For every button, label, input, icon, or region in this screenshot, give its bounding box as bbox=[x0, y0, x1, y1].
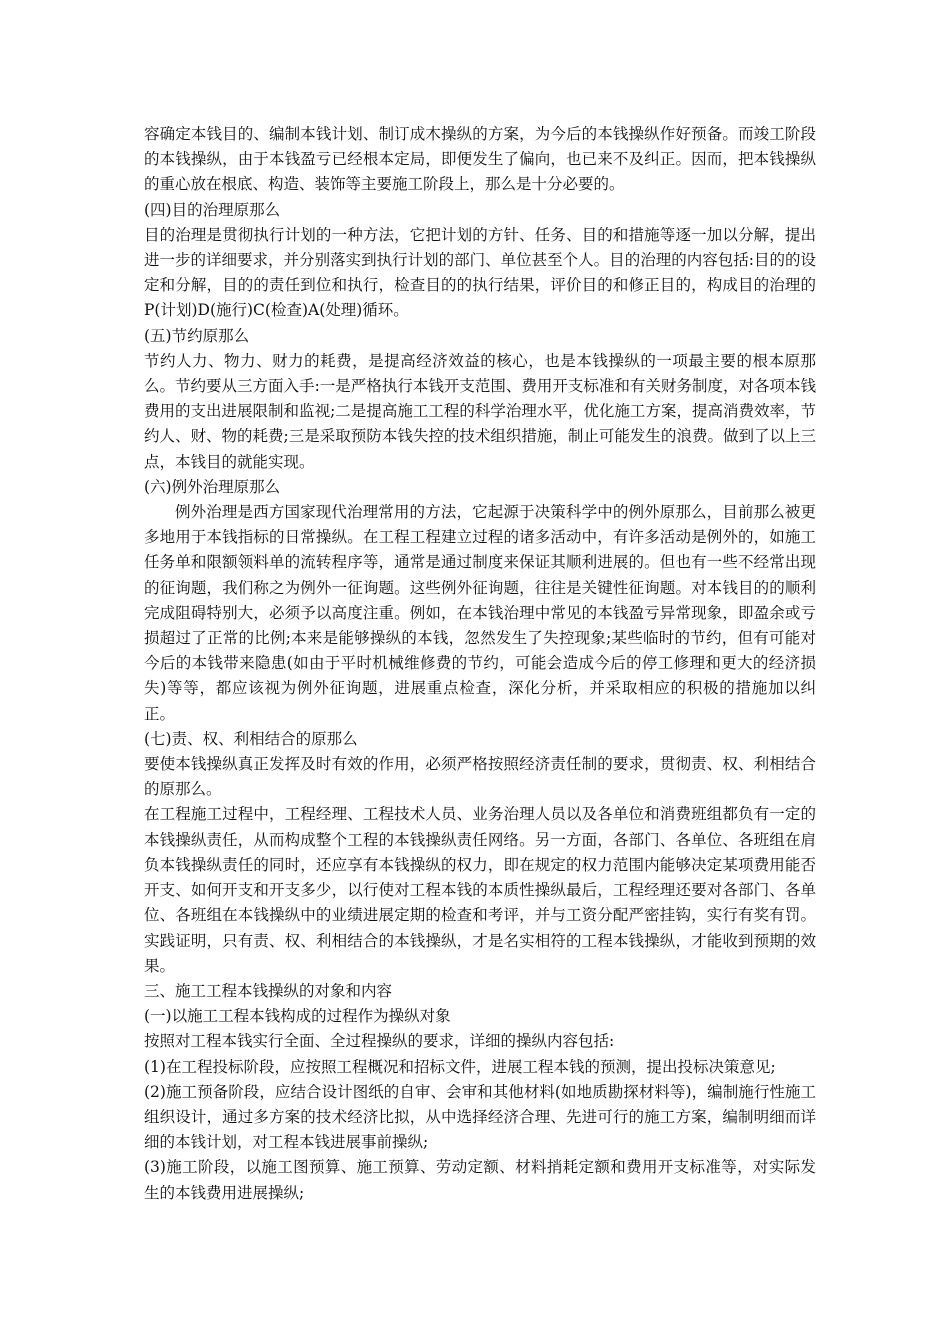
paragraph-control-content-intro: 按照对工程本钱实行全面、全过程操纵的要求，详细的操纵内容包括: bbox=[144, 1032, 615, 1051]
list-item-bidding-stage: (1)在工程投标阶段，应按照工程概况和招标文件，进展工程本钱的预测，提出投标决策意见; bbox=[144, 1057, 776, 1076]
heading-objective-management: (四)目的治理原那么 bbox=[144, 200, 281, 219]
paragraph-exception-management: 例外治理是西方国家现代治理常用的方法，它起源于决策科学中的例外原那么，目前那么被更多地用于本钱指标的日常操纵。在工程工程建立过程的诸多活动中，有许多活动是例外的，如施工任务单和限额领料单的流转程序等，通常是通过制度来保证其顺利进展的。但也有一些不经常出现的征询题，我们称之为例外一征询题。这些例外征询题，往往是关键性征询题。对本钱目的的顺利完成阻碍特别大，必须予以高度注重。例如，在本钱治理中常见的本钱盈亏异常现象，即盈余或亏损超过了正常的比例;本来是能够操纵的本钱，忽然发生了失控现象;某些临时的节约，但有可能对今后的本钱带来隐患(如由于平时机械维修费的节约，可能会造成今后的停工修理和更大的经济损失)等等，都应该视为例外征询题，进展重点检查，深化分析，并采取相应的积极的措施加以纠正。 bbox=[144, 503, 816, 723]
heading-exception-management: (六)例外治理原那么 bbox=[144, 477, 281, 496]
list-item-preparation-stage: (2)施工预备阶段，应结合设计图纸的自审、会审和其他材料(如地质勘探材料等)，编制施行性施工组织设计，通过多方案的技术经济比拟，从中选择经济合理、先进可行的施工方案，编制明细而详细的本钱计划，对工程本钱进展事前操纵; bbox=[144, 1082, 816, 1152]
document-page bbox=[144, 122, 816, 1206]
heading-control-object: (一)以施工工程本钱构成的过程作为操纵对象 bbox=[144, 1007, 451, 1026]
list-item-construction-stage: (3)施工阶段，以施工图预算、施工预算、劳动定额、材料捎耗定额和费用开支标准等，对实际发生的本钱费用进展操纵; bbox=[144, 1158, 816, 1202]
heading-responsibility-principle: (七)责、权、利相结合的原那么 bbox=[144, 729, 358, 748]
paragraph-cost-control-stages: 容确定本钱目的、编制本钱计划、制订成木操纵的方案，为今后的本钱操纵作好预备。而竣工阶段的本钱操纵，由于本钱盈亏已经根本定局，即便发生了偏向，也已来不及纠正。因而，把本钱操纵的重心放在根底、构造、装饰等主要施工阶段上，那么是十分必要的。 bbox=[144, 125, 816, 194]
heading-economy-principle: (五)节约原那么 bbox=[144, 326, 250, 345]
paragraph-responsibility-intro: 要使本钱操纵真正发挥及时有效的作用，必须严格按照经济责任制的要求，贯彻责、权、利相结合的原那么。 bbox=[144, 755, 816, 799]
paragraph-economy-principle: 节约人力、物力、财力的耗费，是提高经济效益的核心，也是本钱操纵的一项最主要的根本原那么。节约要从三方面入手:一是严格执行本钱开支范围、费用开支标准和有关财务制度，对各项本钱费用的支出进展限制和监视;二是提高施工工程的科学治理水平，优化施工方案，提高消费效率，节约人、财、物的耗费;三是采取预防本钱失控的技术组织措施，制止可能发生的浪费。做到了以上三点，本钱目的就能实现。 bbox=[144, 351, 816, 471]
heading-section-three: 三、施工工程本钱操纵的对象和内容 bbox=[144, 981, 393, 1000]
paragraph-responsibility-detail: 在工程施工过程中，工程经理、工程技术人员、业务治理人员以及各单位和消费班组都负有一定的本钱操纵责任，从而构成整个工程的本钱操纵责任网络。另一方面，各部门、各单位、各班组在肩负本钱操纵责任的同时，还应享有本钱操纵的权力，即在规定的权力范围内能够决定某项费用能否开支、如何开支和开支多少，以行使对工程本钱的本质性操纵最后，工程经理还要对各部门、各单位、各班组在本钱操纵中的业绩进展定期的检查和考评，并与工资分配严密挂钩，实行有奖有罚。实践证明，只有责、权、利相结合的本钱操纵，才是名实相符的工程本钱操纵，才能收到预期的效果。 bbox=[144, 805, 816, 975]
paragraph-objective-management: 目的治理是贯彻执行计划的一种方法，它把计划的方针、任务、目的和措施等逐一加以分解，提出进一步的详细要求，并分别落实到执行计划的部门、单位甚至个人。目的治理的内容包括:目的的设定和分解，目的的责任到位和执行，检查目的的执行结果，评价目的和修正目的，构成目的治理的 P(计划)D(施行)C(检查)A(处理)循环。 bbox=[144, 225, 816, 320]
